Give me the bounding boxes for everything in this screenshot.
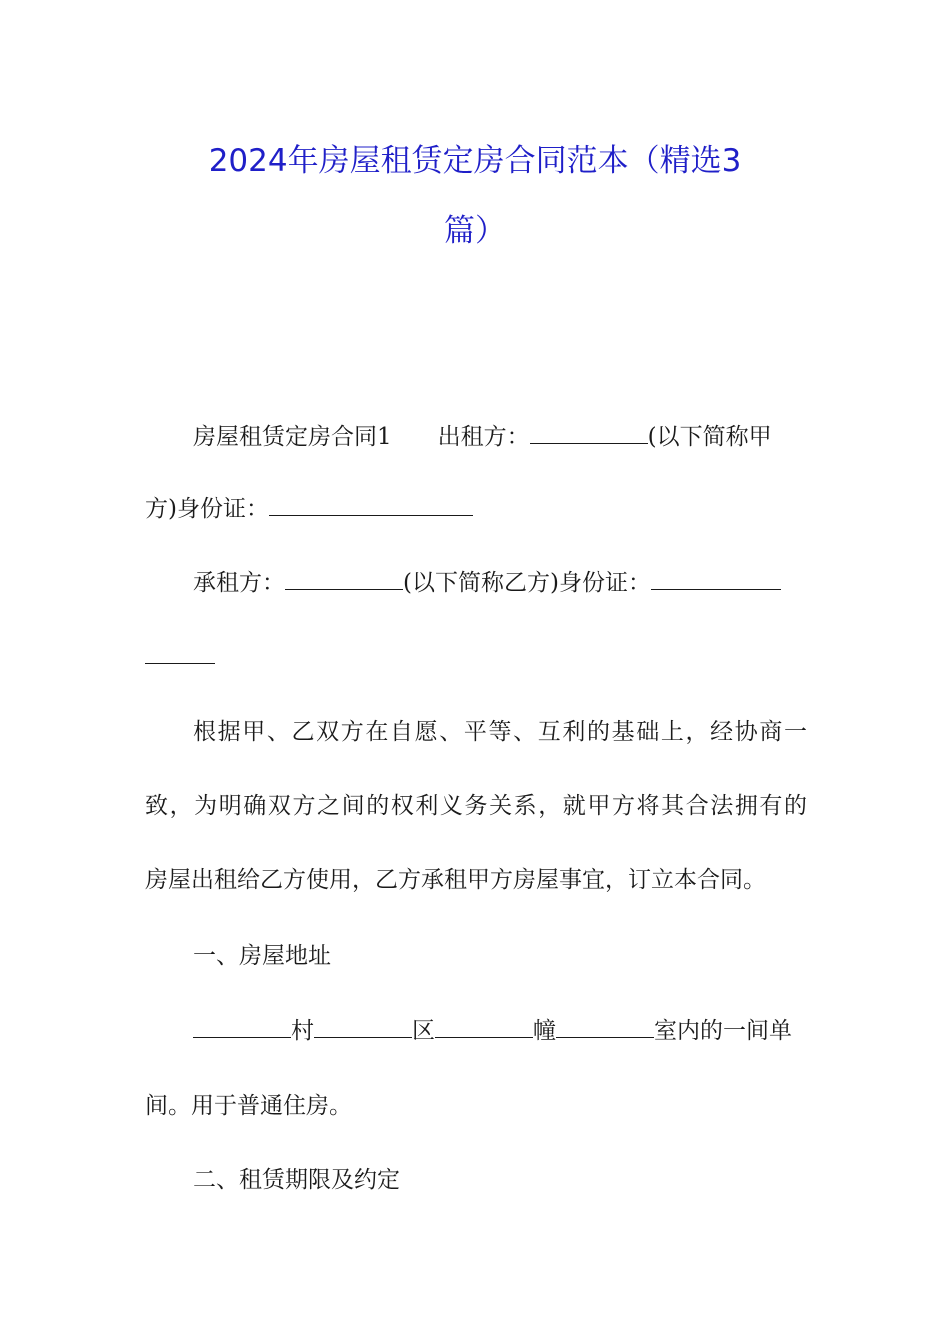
room-label: 室内的一间单	[654, 1018, 792, 1044]
lessee-id-blank	[651, 569, 781, 590]
village-label: 村	[291, 1018, 314, 1044]
document-title-continued: 篇）	[444, 213, 506, 249]
lessor-abbrev-text: (以下简称甲	[647, 424, 772, 450]
lessee-id-label: (以下简称乙方)身份证：	[403, 570, 651, 596]
building-blank	[435, 1017, 533, 1038]
address-line	[193, 1016, 807, 1046]
lessee-id-blank-continued-line	[145, 642, 807, 672]
building-label: 幢	[533, 1018, 556, 1044]
address-usage-line: 间。用于普通住房。	[145, 1093, 352, 1119]
paragraph-line: 根据甲、乙双方在自愿、平等、互利的基础上，经协商一	[193, 719, 807, 745]
lessee-name-blank	[285, 569, 403, 590]
village-blank	[193, 1017, 291, 1038]
lessor-name-blank	[530, 423, 648, 444]
contract-label: 房屋租赁定房合同1	[193, 424, 392, 450]
lessee-line	[193, 568, 807, 598]
lessor-id-blank	[269, 495, 473, 516]
room-blank	[556, 1017, 654, 1038]
lessee-label: 承租方：	[193, 570, 285, 596]
paragraph-line: 房屋出租给乙方使用，乙方承租甲方房屋事宜，订立本合同。	[145, 867, 766, 893]
lessor-id-label: 方)身份证：	[145, 496, 269, 522]
lessor-label: 出租方：	[437, 424, 530, 450]
document-title: 2024年房屋租赁定房合同范本（精选3	[208, 143, 742, 179]
section-heading-address: 一、房屋地址	[193, 943, 331, 969]
section-heading-term: 二、租赁期限及约定	[193, 1167, 400, 1193]
district-blank	[314, 1017, 412, 1038]
lessor-line	[193, 422, 807, 452]
lessee-id-blank-continued	[145, 643, 215, 664]
lessor-id-line	[145, 494, 807, 524]
district-label: 区	[412, 1018, 435, 1044]
paragraph-line: 致，为明确双方之间的权利义务关系，就甲方将其合法拥有的	[145, 793, 807, 819]
